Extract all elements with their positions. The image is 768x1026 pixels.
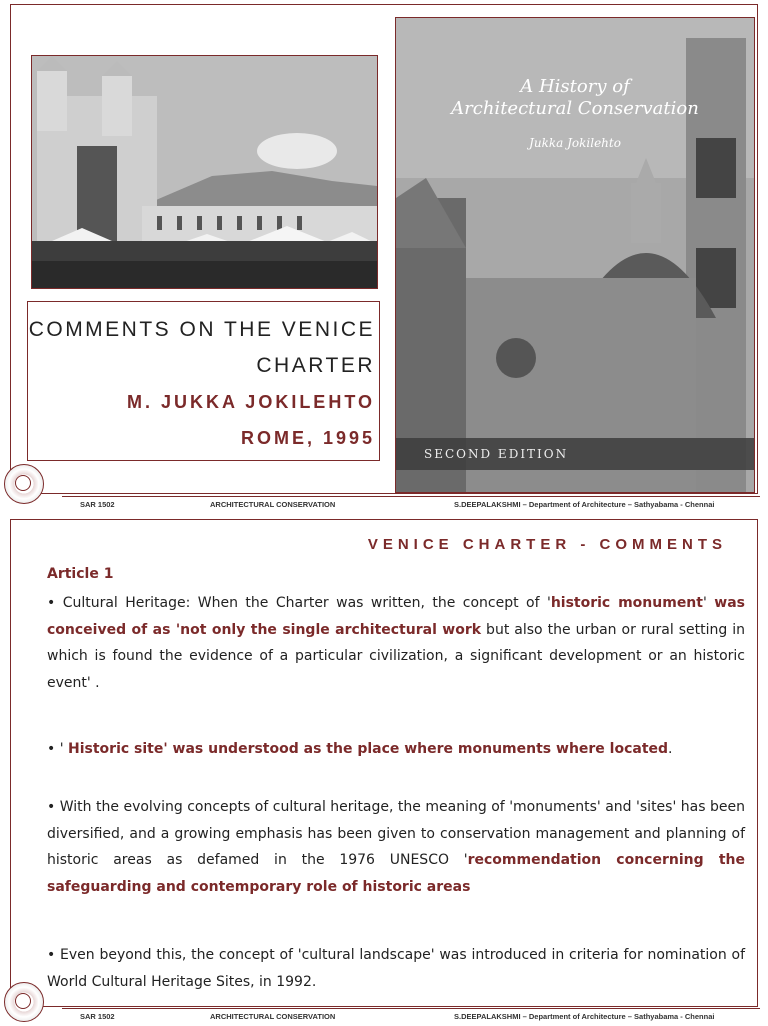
cover-edition: SECOND EDITION <box>396 438 754 470</box>
p3-highlight: recommendation concerning the safeguarding and contemporary role of historic areas <box>47 852 745 895</box>
footer-course-name-2: ARCHITECTURAL CONSERVATION <box>210 1012 336 1021</box>
slide-title <box>10 4 758 494</box>
footer-course-code-2: SAR 1502 <box>80 1012 115 1021</box>
footer-course-code: SAR 1502 <box>80 500 115 509</box>
paragraph-historic-site <box>47 736 745 763</box>
cover-author: Jukka Jokilehto <box>529 136 621 150</box>
footer-credit: S.DEEPALAKSHMI – Department of Architecture – Sathyabama - Chennai <box>454 500 715 509</box>
cover-title-line2: Architectural Conservation <box>451 98 699 119</box>
slide-comments <box>10 519 758 1007</box>
book-cover-image <box>395 17 755 493</box>
p4-text: • Even beyond this, the concept of 'cultural landscape' was introduced in criteria for nomination of World Cultural Heritage Sites, in 1992. <box>47 947 745 990</box>
footer-credit-2: S.DEEPALAKSHMI – Department of Architecture – Sathyabama - Chennai <box>454 1012 715 1021</box>
p1-highlight-b: was conceived of as 'not only the single architectural work <box>47 595 745 638</box>
cover-title-line1: A History of <box>520 76 630 97</box>
p1-text-c: but also the urban or rural setting in which is found the evidence of a particular civilization, a significant development or an historic event' . <box>47 621 745 691</box>
p1-text-a: • Cultural Heritage: When the Charter was written, the concept of ' <box>47 595 551 611</box>
p2-text-a: • ' <box>47 741 69 757</box>
paragraph-evolving-concepts <box>47 794 745 900</box>
author-line: M. JUKKA JOKILEHTO <box>126 392 375 412</box>
title-line1: COMMENTS ON THE VENICE <box>28 318 375 341</box>
footer-course-name: ARCHITECTURAL CONSERVATION <box>210 500 336 509</box>
paragraph-cultural-landscape <box>47 942 745 995</box>
p2-highlight: Historic site' was understood as the place where monuments where located <box>68 741 669 757</box>
slide-heading: VENICE CHARTER - COMMENTS <box>367 536 727 553</box>
paragraph-cultural-heritage <box>47 590 745 696</box>
article-label: Article 1 <box>47 566 114 582</box>
plaza-photo <box>31 55 378 289</box>
p2-text-b: . <box>668 741 673 757</box>
p1-highlight-a: historic monument <box>550 595 703 611</box>
place-year-line: ROME, 1995 <box>240 428 375 448</box>
footer-1 <box>0 496 768 514</box>
plaza-illustration <box>32 56 377 288</box>
p1-text-b: ' <box>702 595 715 611</box>
p3-text: • With the evolving concepts of cultural heritage, the meaning of 'monuments' and 'sites' has been diversified, and a growing emphasis has been given to conservation management and planning of historic areas as defamed in the 1976 UNESCO ' <box>47 799 745 868</box>
title-line2: CHARTER <box>256 354 375 377</box>
title-box <box>27 301 380 461</box>
footer-2 <box>0 1008 768 1026</box>
